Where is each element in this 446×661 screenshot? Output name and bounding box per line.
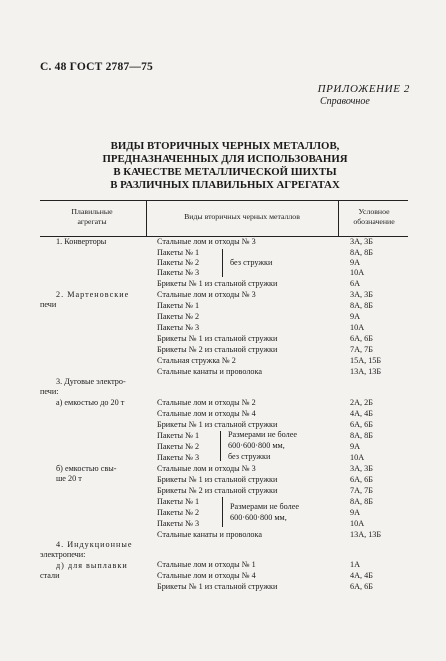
- note-no-chips: без стружки: [230, 258, 273, 267]
- item-code: 6А, 6Б: [350, 334, 373, 343]
- group-label-induction-d-2: стали: [40, 571, 60, 580]
- title-line-3: В КАЧЕСТВЕ МЕТАЛЛИЧЕСКОЙ ШИХТЫ: [113, 166, 337, 178]
- group-label-induction-d: д) для выплавки: [56, 561, 128, 570]
- item-code: 7А, 7Б: [350, 345, 373, 354]
- item-code: 8А, 8Б: [350, 431, 373, 440]
- brace: [220, 431, 226, 461]
- item-code: 7А, 7Б: [350, 486, 373, 495]
- item-code: 15А, 15Б: [350, 356, 382, 365]
- item-name: Брикеты № 1 из стальной стружки: [157, 334, 278, 343]
- column-header-code: Условное обозначение: [353, 207, 395, 226]
- brace: [222, 249, 228, 277]
- note-size-a-1: Размерами не более: [228, 430, 298, 439]
- item-code: 1А: [350, 560, 361, 569]
- item-code: 8А, 8Б: [350, 248, 373, 257]
- item-name: Пакеты № 3: [157, 453, 200, 462]
- item-name: Пакеты № 2: [157, 508, 200, 517]
- column-header-types: Виды вторичных черных металлов: [184, 212, 300, 221]
- item-code: 9А: [350, 442, 361, 451]
- appendix-label: ПРИЛОЖЕНИЕ 2: [317, 83, 410, 95]
- group-label-converters: 1. Конверторы: [56, 237, 107, 246]
- item-code: 2А, 2Б: [350, 398, 373, 407]
- item-code: 4А, 4Б: [350, 409, 373, 418]
- item-code: 10А: [350, 323, 365, 332]
- item-code: 9А: [350, 508, 361, 517]
- item-code: 4А, 4Б: [350, 571, 373, 580]
- item-name: Пакеты № 1: [157, 497, 200, 506]
- page-header: С. 48 ГОСТ 2787—75: [40, 61, 153, 73]
- appendix-subtitle: Справочное: [320, 96, 370, 107]
- item-code: 6А, 6Б: [350, 475, 373, 484]
- note-size-b-2: 600·600·800 мм,: [230, 513, 287, 522]
- column-header-units: Плавильные агрегаты: [71, 207, 113, 226]
- item-name: Пакеты № 3: [157, 519, 200, 528]
- item-code: 8А, 8Б: [350, 497, 373, 506]
- item-name: Пакеты № 1: [157, 301, 200, 310]
- item-name: Пакеты № 1: [157, 248, 200, 257]
- group-label-induction-2: электропечи:: [40, 550, 86, 559]
- item-name: Стальные лом и отходы № 2: [157, 398, 256, 407]
- item-code: 3А, 3Б: [350, 464, 373, 473]
- column-divider-2: [338, 200, 339, 236]
- item-name: Брикеты № 1 из стальной стружки: [157, 582, 278, 591]
- note-size-a-3: без стружки: [228, 452, 271, 461]
- note-size-b-1: Размерами не более: [230, 502, 300, 511]
- group-label-open-hearth-2: печи: [40, 300, 57, 309]
- item-name: Брикеты № 1 из стальной стружки: [157, 475, 278, 484]
- item-code: 8А, 8Б: [350, 301, 373, 310]
- item-name: Стальные лом и отходы № 3: [157, 237, 256, 246]
- column-divider-1: [146, 200, 147, 236]
- note-size-a-2: 600·600·800 мм,: [228, 441, 285, 450]
- item-name: Стальные канаты и проволока: [157, 530, 262, 539]
- item-name: Пакеты № 2: [157, 258, 200, 267]
- group-label-open-hearth: 2. Мартеновские: [56, 290, 130, 299]
- item-name: Стальные лом и отходы № 1: [157, 560, 256, 569]
- title-line-1: ВИДЫ ВТОРИЧНЫХ ЧЕРНЫХ МЕТАЛЛОВ,: [110, 140, 340, 152]
- group-label-arc: 3. Дуговые электро-: [56, 377, 126, 386]
- item-name: Пакеты № 3: [157, 268, 200, 277]
- item-name: Брикеты № 2 из стальной стружки: [157, 486, 278, 495]
- item-name: Стальные канаты и проволока: [157, 367, 262, 376]
- item-code: 6А, 6Б: [350, 582, 373, 591]
- item-code: 6А, 6Б: [350, 420, 373, 429]
- item-name: Стальная стружка № 2: [157, 356, 236, 365]
- item-name: Стальные лом и отходы № 4: [157, 409, 256, 418]
- group-label-arc-b: б) емкостью свы-: [56, 464, 117, 473]
- item-name: Стальные лом и отходы № 3: [157, 290, 256, 299]
- item-code: 13А, 13Б: [350, 367, 382, 376]
- group-label-arc-2: печи:: [40, 387, 59, 396]
- item-code: 13А, 13Б: [350, 530, 382, 539]
- item-name: Стальные лом и отходы № 4: [157, 571, 256, 580]
- group-label-induction: 4. Индукционные: [56, 540, 133, 549]
- item-name: Брикеты № 1 из стальной стружки: [157, 279, 278, 288]
- item-code: 10А: [350, 519, 365, 528]
- item-code: 10А: [350, 268, 365, 277]
- item-code: 9А: [350, 258, 361, 267]
- table-top-rule: [40, 200, 408, 201]
- brace: [222, 497, 228, 527]
- item-code: 9А: [350, 312, 361, 321]
- item-name: Брикеты № 1 из стальной стружки: [157, 420, 278, 429]
- item-name: Пакеты № 1: [157, 431, 200, 440]
- item-name: Пакеты № 3: [157, 323, 200, 332]
- item-code: 3А, 3Б: [350, 237, 373, 246]
- item-code: 3А, 3Б: [350, 290, 373, 299]
- item-code: 10А: [350, 453, 365, 462]
- item-name: Брикеты № 2 из стальной стружки: [157, 345, 278, 354]
- group-label-arc-b-2: ше 20 т: [56, 474, 82, 483]
- item-name: Пакеты № 2: [157, 442, 200, 451]
- title-line-4: В РАЗЛИЧНЫХ ПЛАВИЛЬНЫХ АГРЕГАТАХ: [110, 179, 340, 191]
- item-name: Пакеты № 2: [157, 312, 200, 321]
- item-code: 6А: [350, 279, 361, 288]
- group-label-arc-a: а) емкостью до 20 т: [56, 398, 125, 407]
- title-line-2: ПРЕДНАЗНАЧЕННЫХ ДЛЯ ИСПОЛЬЗОВАНИЯ: [102, 153, 348, 165]
- item-name: Стальные лом и отходы № 3: [157, 464, 256, 473]
